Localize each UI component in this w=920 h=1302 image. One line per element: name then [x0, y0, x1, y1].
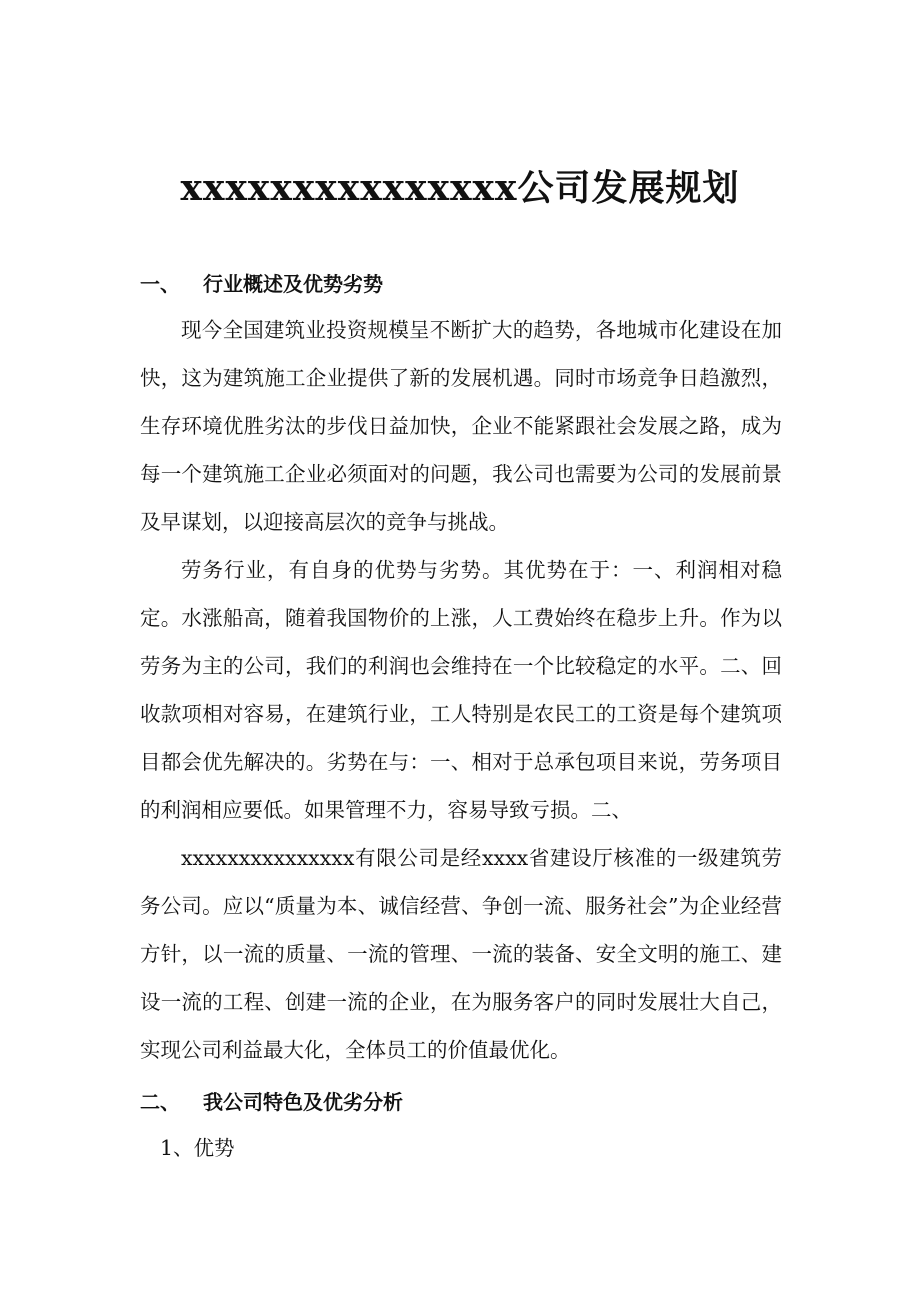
section-1-title: 行业概述及优势劣势 — [202, 272, 383, 296]
paragraph-strengths-weaknesses: 劳务行业，有自身的优势与劣势。其优势在于：一、利润相对稳定。水涨船高，随着我国物价的上涨，人工费始终在稳步上升。作为以劳务为主的公司，我们的利润也会维持在一个比较稳定的水平。二、回收款项相对容易，在建筑行业，工人特别是农民工的工资是每个建筑项目都会优先解决的。劣势在与：一、相对于总承包项目来说，劳务项目的利润相应要低。如果管理不力，容易导致亏损。二、 — [140, 558, 782, 822]
sub-item-advantages: 1、优势 — [160, 1136, 235, 1160]
document-title: xxxxxxxxxxxxxxx公司发展规划 — [180, 167, 740, 209]
paragraph-industry-overview: 现今全国建筑业投资规模呈不断扩大的趋势，各地城市化建设在加快，这为建筑施工企业提供了新的发展机遇。同时市场竞争日趋激烈，生存环境优胜劣汰的步伐日益加快，企业不能紧跟社会发展之路，成为每一个建筑施工企业必须面对的问题，我公司也需要为公司的发展前景及早谋划，以迎接高层次的竞争与挑战。 — [140, 318, 782, 534]
section-2-heading — [140, 1086, 403, 1118]
section-2-title: 我公司特色及优劣分析 — [202, 1090, 403, 1114]
section-2-number: 二、 — [140, 1090, 180, 1114]
paragraph-company-profile: xxxxxxxxxxxxxxx有限公司是经xxxx省建设厅核准的一级建筑劳务公司。应以“质量为本、诚信经营、争创一流、服务社会”为企业经营方针，以一流的质量、一流的管理、一流的装备、安全文明的施工、建设一流的工程、创建一流的企业，在为服务客户的同时发展壮大自己，实现公司利益最大化，全体员工的价值最优化。 — [140, 846, 782, 1062]
section-1-number: 一、 — [140, 272, 180, 296]
section-1-heading — [140, 268, 383, 300]
